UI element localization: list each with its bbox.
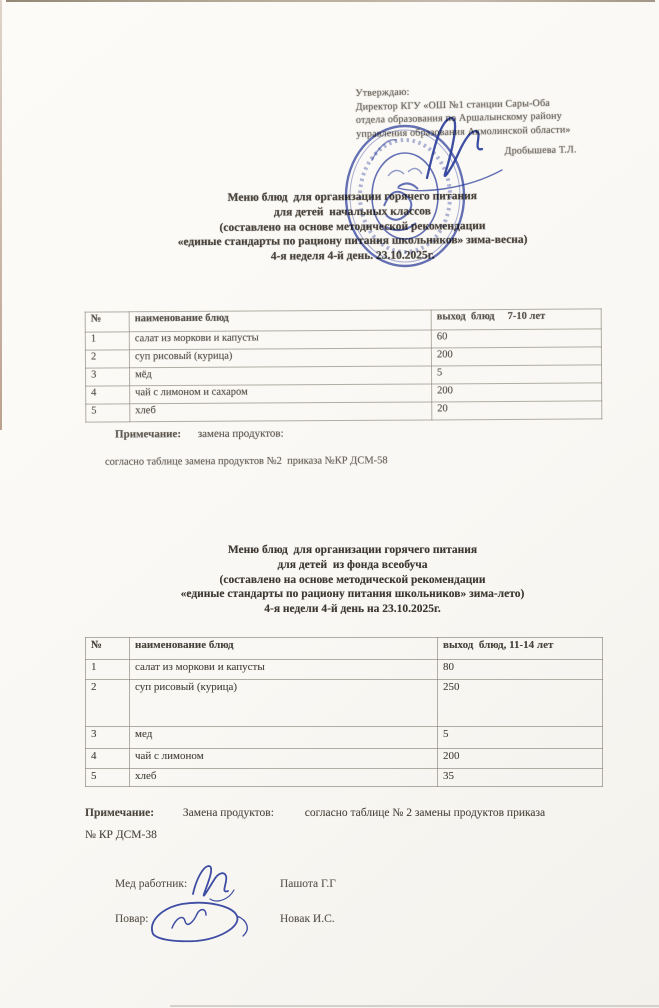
menu1-title-line: 4-я неделя 4-й день. 23.10.2025г. — [270, 249, 435, 263]
table-row — [86, 749, 603, 769]
cell-portion: 200 — [438, 749, 603, 769]
note-text2: согласно таблице № 2 замены продуктов приказа — [304, 807, 546, 819]
menu1-table — [85, 308, 603, 422]
cell-portion: 200 — [432, 383, 602, 402]
cell-dish: мёд — [130, 366, 432, 386]
cook-label: Повар: — [115, 913, 149, 925]
table-row — [86, 727, 603, 749]
cell-dish: салат из моркови и капусты — [130, 660, 438, 680]
cell-number: 3 — [86, 727, 130, 749]
cell-number: 3 — [86, 368, 130, 386]
footer-note — [85, 806, 637, 843]
approval-line: Утверждаю: — [355, 86, 410, 99]
cell-portion: 20 — [432, 401, 602, 420]
menu1-note — [115, 428, 284, 441]
menu1-note-line2: согласно таблице замена продуктов №2 приказа №КР ДСМ-58 — [104, 455, 388, 468]
cell-dish: хлеб — [130, 402, 432, 422]
cell-dish: суп рисовый (курица) — [129, 348, 431, 368]
menu2-title-line: для детей из фонда всеобуча — [277, 558, 428, 571]
menu2-header-row — [86, 638, 603, 660]
cell-number: 2 — [85, 350, 129, 368]
menu2-table — [85, 637, 603, 787]
cell-dish: салат из моркови и капусты — [129, 330, 431, 350]
cell-portion: 80 — [438, 660, 603, 680]
table-row — [86, 680, 603, 727]
approval-signer: Дробышева Т.Л. — [504, 144, 577, 157]
menu1-header-number: № — [85, 312, 129, 332]
approval-line: отдела образования по Аршалынскому району — [355, 110, 562, 126]
cell-portion: 250 — [438, 680, 603, 727]
table-row — [86, 769, 603, 787]
menu1-title-line: Меню блюд для организации горячего питания — [227, 190, 477, 204]
approval-block — [355, 81, 636, 161]
cell-number: 1 — [85, 332, 129, 350]
note-text: Замена продуктов: — [182, 807, 274, 819]
menu2-header-dish: наименование блюд — [130, 638, 438, 660]
menu2-title-line: 4-я недели 4-й день на 23.10.2025г. — [264, 603, 441, 616]
note-text: замена продуктов: — [197, 427, 284, 441]
cell-number: 5 — [86, 404, 130, 422]
cell-portion: 200 — [431, 347, 601, 366]
menu1-title-line: «единые стандарты по рациону питания школьников» зима-весна) — [177, 234, 528, 249]
cell-number: 4 — [86, 386, 130, 404]
cell-number: 5 — [86, 769, 130, 787]
menu2-header-portion: выход блюд, 11-14 лет — [438, 638, 603, 660]
menu2-title-line: «единые стандарты по рациону питания школьников» зима-лето) — [180, 588, 525, 601]
cell-portion: 5 — [438, 727, 603, 749]
menu2-header-number: № — [86, 638, 130, 660]
cell-dish: суп рисовый (курица) — [130, 680, 438, 727]
photo-edge-bottom — [170, 1005, 659, 1007]
med-worker-name: Пашота Г.Г — [280, 878, 336, 890]
table-row — [86, 660, 603, 680]
cell-dish: мед — [130, 727, 438, 749]
menu1-header-dish: наименование блюд — [129, 310, 431, 332]
cell-portion: 35 — [438, 769, 603, 787]
approval-line: управления образования Акмолинской области» — [356, 123, 571, 140]
menu2-title — [95, 543, 610, 617]
cell-number: 4 — [86, 749, 130, 769]
menu1-title-line: (составлено на основе методической рекомендации — [219, 219, 486, 234]
photo-edge-top — [6, 0, 655, 2]
cell-number: 1 — [86, 660, 130, 680]
cell-dish: чай с лимоном и сахаром — [130, 384, 432, 404]
menu1-header-portion: выход блюд 7-10 лет — [431, 309, 601, 330]
menu2-title-line: Меню блюд для организации горячего питания — [227, 544, 478, 556]
approval-line: Директор КГУ «ОШ №1 станции Сары-Оба — [355, 97, 551, 113]
med-worker-label: Мед работник: — [115, 878, 188, 890]
note-line2: № КР ДСМ-38 — [85, 829, 157, 841]
table-row — [86, 401, 602, 422]
photo-edge-left — [0, 0, 2, 430]
cell-portion: 60 — [431, 329, 601, 348]
cell-dish: хлеб — [130, 769, 438, 787]
cell-number: 2 — [86, 680, 130, 727]
cell-dish: чай с лимоном — [130, 749, 438, 769]
cook-name: Новак И.С. — [280, 913, 335, 925]
menu2-title-line: (составлено на основе методической рекомендации — [219, 573, 486, 586]
menu1-title-line: для детей начальных классов — [273, 205, 432, 219]
note-label: Примечание: — [114, 428, 182, 441]
cell-portion: 5 — [432, 365, 602, 384]
note-label: Примечание: — [85, 807, 155, 819]
menu1-title — [95, 188, 611, 266]
